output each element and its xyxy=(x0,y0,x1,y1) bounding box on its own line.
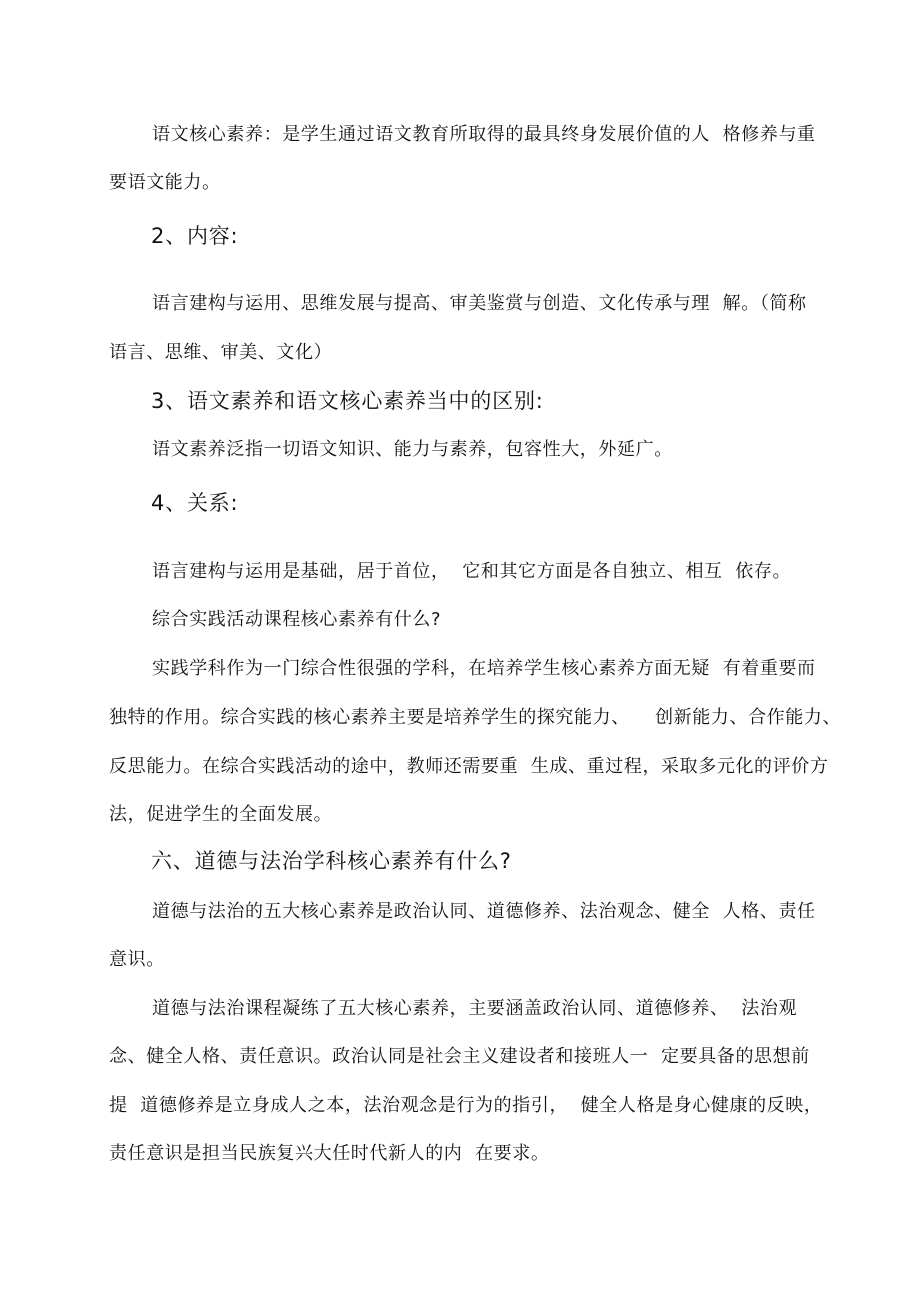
paragraph-line: 反思能力。在综合实践活动的途中，教师还需要重 生成、重过程，采取多元化的评价方 xyxy=(109,756,829,777)
paragraph-line: 语文核心素养：是学生通过语文教育所取得的最具终身发展价值的人 格修养与重 xyxy=(152,124,816,145)
paragraph-line: 责任意识是担当民族复兴大任时代新人的内 在要求。 xyxy=(109,1143,550,1164)
section-heading: 2、内容: xyxy=(151,224,239,248)
paragraph-line: 语言、思维、审美、文化） xyxy=(109,342,333,363)
paragraph-line: 独特的作用。综合实践的核心素养主要是培养学生的探究能力、 创新能力、合作能力、 xyxy=(109,707,842,728)
paragraph-line: 语文素养泛指一切语文知识、能力与素养，包容性大，外延广。 xyxy=(152,439,673,460)
section-heading: 4、关系: xyxy=(151,491,239,515)
paragraph-line: 道德与法治课程凝练了五大核心素养，主要涵盖政治认同、道德修养、 法治观 xyxy=(152,998,798,1019)
paragraph-line: 道德与法治的五大核心素养是政治认同、道德修养、法治观念、健全 人格、责任 xyxy=(152,901,816,922)
paragraph-line: 法，促进学生的全面发展。 xyxy=(109,804,333,825)
paragraph-line: 意识。 xyxy=(109,949,165,970)
section-heading: 3、语文素养和语文核心素养当中的区别: xyxy=(151,389,544,413)
paragraph-line: 念、健全人格、责任意识。政治认同是社会主义建设者和接班人一 定要具备的思想前 xyxy=(109,1046,810,1067)
paragraph-line: 实践学科作为一门综合性很强的学科，在培养学生核心素养方面无疑 有着重要而 xyxy=(152,658,816,679)
paragraph-line: 提 道德修养是立身成人之本，法治观念是行为的指引， 健全人格是身心健康的反映， xyxy=(109,1095,823,1116)
paragraph-line: 要语文能力。 xyxy=(109,172,221,193)
section-heading: 六、道德与法治学科核心素养有什么? xyxy=(151,849,512,873)
paragraph-line: 语言建构与运用、思维发展与提高、审美鉴赏与创造、文化传承与理 解。（简称 xyxy=(152,293,807,314)
question-heading: 综合实践活动课程核心素养有什么? xyxy=(152,609,442,630)
paragraph-line: 语言建构与运用是基础，居于首位， 它和其它方面是各自独立、相互 依存。 xyxy=(152,561,792,582)
